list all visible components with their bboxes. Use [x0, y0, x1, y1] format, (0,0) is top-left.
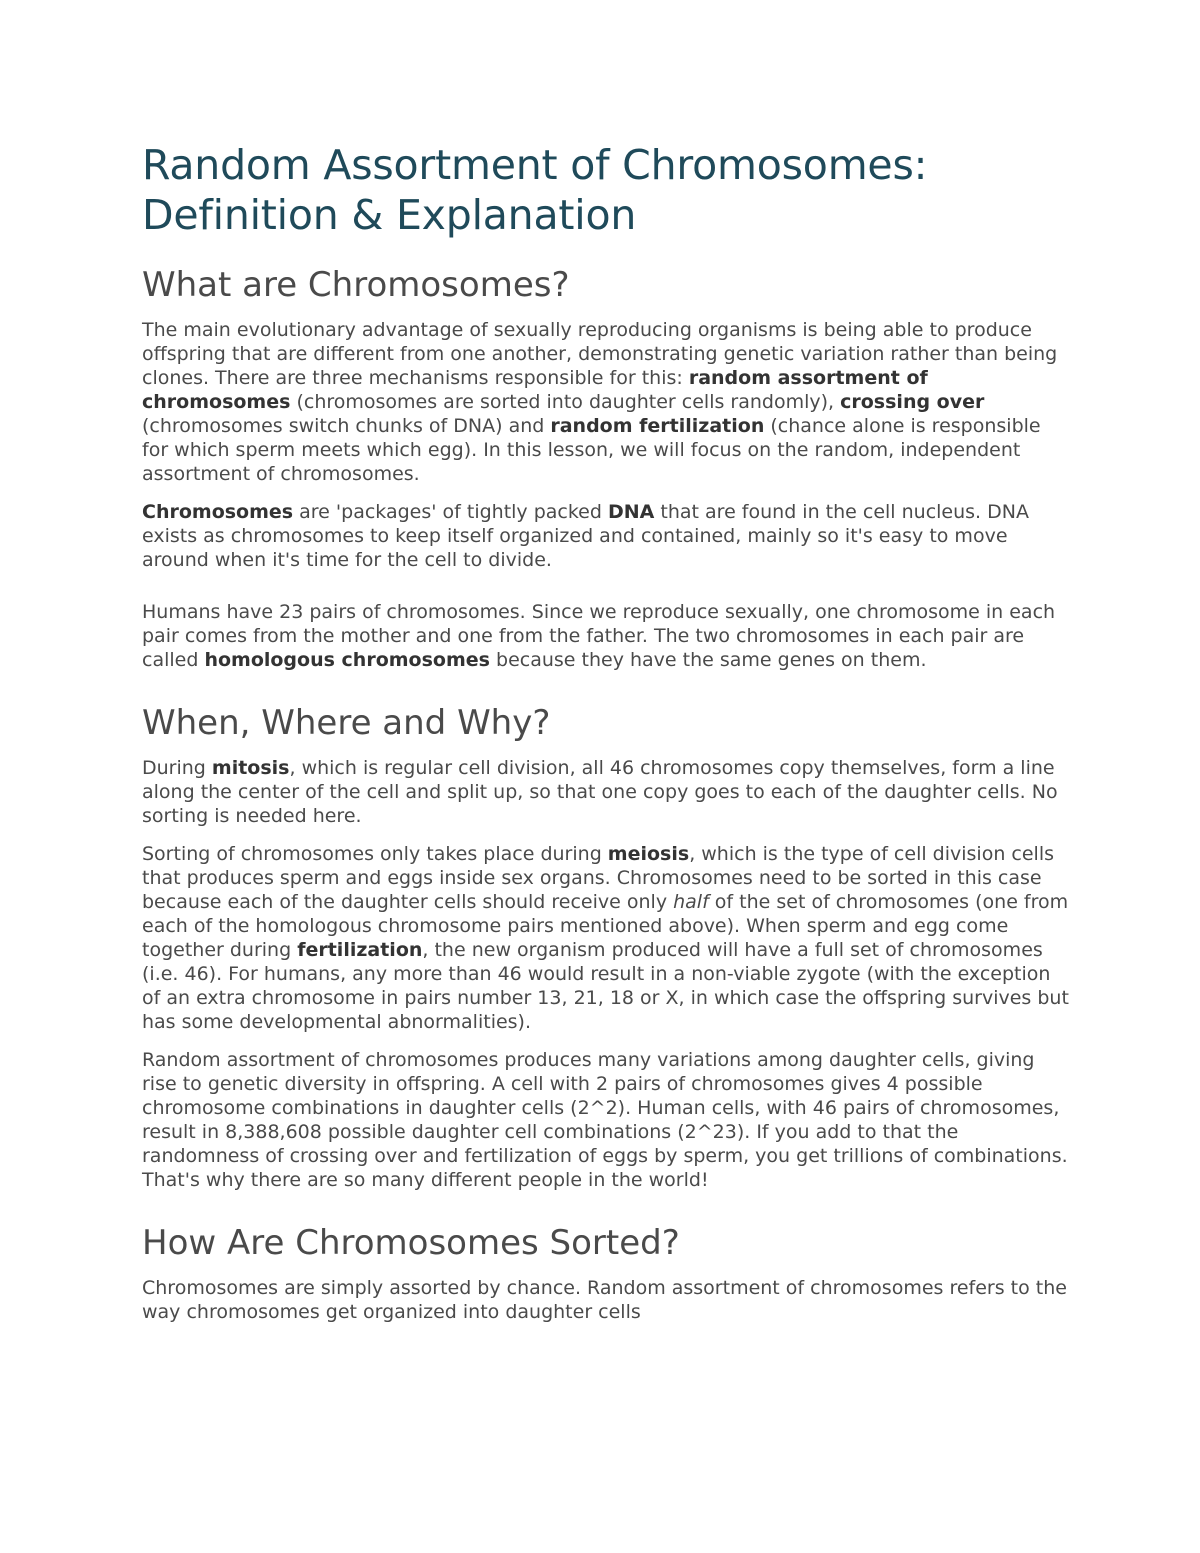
- body-paragraph: The main evolutionary advantage of sexually reproducing organisms is being able to produce offspring that are different from one another, demonstrating genetic variation rather than being clones. There are three mechanisms responsible for this: random assortment of chromosomes (chromosomes are sorted into daughter cells randomly), crossing over (chromosomes switch chunks of DNA) and random fertilization (chance alone is responsible for which sperm meets which egg). In this lesson, we will focus on the random, independent assortment of chromosomes.: [142, 319, 1058, 485]
- body-paragraph: Chromosomes are simply assorted by chance. Random assortment of chromosomes refers to the way chromosomes get organized into daughter cells: [142, 1277, 1067, 1323]
- body-paragraph: Random assortment of chromosomes produces many variations among daughter cells, giving rise to genetic diversity in offspring. A cell with 2 pairs of chromosomes gives 4 possible chromosome combinations in daughter cells (2^2). Human cells, with 46 pairs of chromosomes, result in 8,388,608 possible daughter cell combinations (2^23). If you add to that the randomness of crossing over and fertilization of eggs by sperm, you get trillions of combinations. That's why there are so many different people in the world!: [142, 1049, 1068, 1191]
- bold-term: fertilization: [297, 939, 423, 961]
- section-heading: When, Where and Why?: [142, 703, 551, 743]
- bold-term: meiosis: [607, 843, 690, 865]
- body-paragraph: During mitosis, which is regular cell division, all 46 chromosomes copy themselves, form a line along the center of the cell and split up, so that one copy goes to each of the daughter cells. No sorting is needed here.: [142, 757, 1058, 827]
- section-heading: What are Chromosomes?: [142, 265, 570, 305]
- section-heading: How Are Chromosomes Sorted?: [142, 1223, 680, 1263]
- bold-term: mitosis: [211, 757, 290, 779]
- document-body: [142, 264, 1072, 1324]
- italic-term: half: [673, 891, 709, 913]
- document-title: Random Assortment of Chromosomes: Definition & Explanation: [142, 141, 928, 239]
- body-paragraph: Chromosomes are 'packages' of tightly packed DNA that are found in the cell nucleus. DNA exists as chromosomes to keep itself organized and contained, mainly so it's easy to move around when it's time for the cell to divide.: [142, 501, 1029, 571]
- bold-term: crossing over: [840, 391, 985, 413]
- body-paragraph: Sorting of chromosomes only takes place during meiosis, which is the type of cell division cells that produces sperm and eggs inside sex organs. Chromosomes need to be sorted in this case because each of the daughter cells should receive only half of the set of chromosomes (one from each of the homologous chromosome pairs mentioned above). When sperm and egg come together during fertilization, the new organism produced will have a full set of chromosomes (i.e. 46). For humans, any more than 46 would result in a non-viable zygote (with the exception of an extra chromosome in pairs number 13, 21, 18 or X, in which case the offspring survives but has some developmental abnormalities).: [142, 843, 1069, 1033]
- bold-term: homologous chromosomes: [204, 649, 490, 671]
- bold-term: random assortment of chromosomes: [142, 367, 928, 413]
- bold-term: Chromosomes: [142, 501, 294, 523]
- bold-term: DNA: [607, 501, 655, 523]
- body-paragraph: Humans have 23 pairs of chromosomes. Since we reproduce sexually, one chromosome in each pair comes from the mother and one from the father. The two chromosomes in each pair are called homologous chromosomes because they have the same genes on them.: [142, 601, 1056, 671]
- document-page: [142, 140, 1072, 1338]
- bold-term: random fertilization: [550, 415, 765, 437]
